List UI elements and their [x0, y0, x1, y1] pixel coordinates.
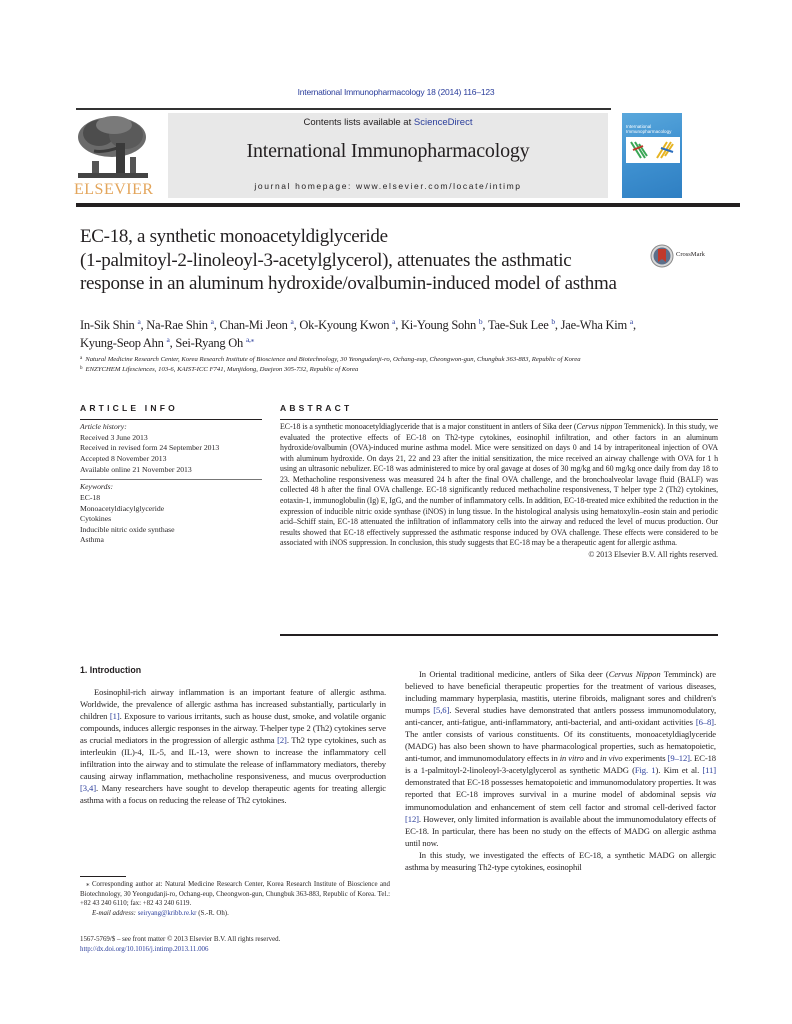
corresponding-author-footnote — [80, 880, 390, 919]
citation-link[interactable]: [11] — [702, 765, 716, 776]
header-bottom-rule — [76, 203, 740, 207]
title-line-2: (1-palmitoyl-2-linoleoyl-3-acetylglycerol), attenuates the asthmatic — [80, 249, 572, 271]
body-column-right — [405, 668, 716, 873]
author[interactable]: Ki-Young Sohn $^b$ — [401, 317, 483, 332]
keyword: Cytokines — [80, 514, 112, 524]
affiliation-b: $^b$ ENZYCHEM Lifesciences, 103-6, KAIST-ICC F741, Munjidong, Daejeon 305-732, Republic of Korea — [80, 366, 359, 373]
journal-cover-thumbnail[interactable] — [622, 113, 682, 198]
intro-paragraph-2: In Oriental traditional medicine, antlers of Sika deer (Cervus Nippon Temminck) are believed to have beneficial therapeutic properties for the treatment of various diseases, including mammary hyperplasia, mastitis, uterine fibroids, malignant sores and children's mumps [5,6]. Several studies have demonstrated that antlers possess immunomodulatory, anti-cancer, anti-fatigue, anti-inflammatory, anti-bacterial, and anti-oxidant activities [6–8]. The antler consists of various constituents. Of its constituents, monoacetyldiaglyceride (MADG) has also been shown to have pharmacological properties, such as hematopoietic, anti-tumor, and immunomodulatory effects in in vitro and in vivo experiments [9–12]. EC-18 is a 1-palmitoyl-2-linoleoyl-3-acetylglycerol as synthetic MADG (Fig. 1). Kim et al. [11] demonstrated that EC-18 possesses hematopoietic and immunomodulatory properties. It was reported that EC-18 improves survival in a murine model of abdominal sepsis via immunomodulation and enhancement of stem cell factor and stromal cell-derived factor [12]. However, only limited information is available about the immunomodulatory effects of EC-18. In particular, there has been no study on the effects of MADG on allergic asthma until now. — [405, 669, 716, 848]
issn-line: 1567-5769/$ – see front matter © 2013 Elsevier B.V. All rights reserved. — [80, 936, 281, 943]
article-title — [80, 225, 640, 296]
cover-title-line2: Immunopharmacology — [626, 129, 672, 134]
keywords-label: Keywords: — [80, 482, 114, 492]
intro-paragraph-3: In this study, we investigated the effects of EC-18, a synthetic MADG on allergic asthma by measuring Th2-type cytokines, eosinophil — [405, 849, 716, 872]
author[interactable]: Jae-Wha Kim $^a$ — [560, 317, 633, 332]
history-online: Available online 21 November 2013 — [80, 464, 192, 474]
elsevier-logo — [74, 113, 152, 199]
author[interactable]: Na-Rae Shin $^a$ — [146, 317, 214, 332]
article-history — [80, 422, 262, 475]
citation-link[interactable]: [6–8] — [695, 717, 714, 728]
title-line-1: EC-18, a synthetic monoacetyldiglyceride — [80, 226, 388, 247]
corresponding-author-text: ⁎ Corresponding author at: Natural Medicine Research Center, Korea Research Institute of Bioscience and Biotechnology, 30 Yeongudanji-ro, Ochang-eup, Cheongwon-gun, Chungbuk 363-883, Republic of Korea. Tel.: +82 43 240 6110; fax: +82 43 240 6119. — [80, 881, 390, 908]
citation-link[interactable]: [5,6] — [433, 705, 450, 716]
contents-line — [168, 117, 608, 128]
title-line-3: response in an aluminum hydroxide/ovalbumin-induced model of asthma — [80, 273, 617, 294]
footnote-rule — [80, 876, 126, 877]
article-info-panel — [80, 403, 262, 546]
abstract-copyright: © 2013 Elsevier B.V. All rights reserved. — [588, 549, 718, 559]
crossmark-label: CrossMark — [676, 251, 705, 258]
contents-prefix: Contents lists available at — [303, 117, 414, 128]
crossmark-button[interactable] — [650, 244, 705, 273]
cover-title — [626, 124, 671, 134]
journal-banner — [168, 113, 608, 198]
abstract-panel — [280, 403, 718, 560]
journal-title: International Immunopharmacology — [246, 140, 530, 162]
history-received: Received 3 June 2013 — [80, 432, 148, 442]
abstract-bottom-rule — [280, 634, 718, 636]
author-corresponding[interactable]: Sei-Ryang Oh $^{a,⁎}$ — [175, 335, 255, 350]
cover-protein-image — [626, 137, 680, 163]
header-top-rule — [76, 108, 611, 110]
abstract-text: EC-18 is a synthetic monoacetyldiaglyceride that is a major constituent in antlers of Sika deer (Cervus nippon Temmenick). In this study, we evaluated the protective effects of EC-18 on Th2-type cytokines, eosinophil infiltration, and other factors in an aluminum hydroxide/ovalbumin (OVA)-induced murine asthma model. Mice were sensitized on days 0 and 14 by intraperitoneal injection of OVA with aluminum hydroxide. On days 21, 22 and 23 after the initial sensitization, the mice received an airway challenge with OVA for 1 h using an ultrasonic nebulizer. EC-18 was administered to mice by oral gavage at doses of 30 mg/kg and 60 mg/kg once daily from day 18 to 23. Methacholine responsiveness was measured 24 h after the final OVA challenge, and the bronchoalveolar lavage fluid (BALF) was collected 48 h after the final OVA challenge. EC-18 significantly reduced methacholine responsiveness, T helper type 2 (Th2) cytokines, eotaxin-1, immunoglobulin (Ig) E, IgG, and the number of inflammatory cells. In addition, EC-18-treated mice exhibited the reduction in the expression of inducible nitric oxide synthase (iNOS) in lung tissue. In the histological analysis using hematoxylin–eosin stain and periodic acid–Schiff stain, EC-18 attenuated the infiltration of inflammatory cells into the airway and reduced the level of mucus production. Our results showed that EC-18 effectively suppressed the asthmatic response induced by OVA challenge. These effects were considered to be associated with iNOS suppression. In conclusion, this study suggests that EC-18 may be a therapeutic agent for allergic asthma. — [280, 422, 718, 548]
history-revised: Received in revised form 24 September 2013 — [80, 443, 220, 453]
section-heading-introduction: 1. Introduction — [80, 665, 142, 675]
email-link[interactable]: seiryang@kribb.re.kr — [137, 910, 197, 918]
keyword: EC-18 — [80, 492, 101, 502]
affiliation-a: $^a$ Natural Medicine Research Center, Korea Research Institute of Bioscience and Biotechnology, 30 Yeongudanji-ro, Ochang-eup, Cheongwon-gun, Chungbuk 363-883, Republic of Korea — [80, 356, 581, 363]
author[interactable]: Chan-Mi Jeon $^a$ — [219, 317, 294, 332]
tree-icon — [74, 113, 152, 181]
author[interactable]: Ok-Kyoung Kwon $^a$ — [299, 317, 396, 332]
citation-link[interactable]: [12] — [405, 813, 419, 824]
article-info-rule — [80, 419, 262, 420]
elsevier-wordmark: ELSEVIER — [74, 181, 154, 198]
figure-link[interactable]: Fig. 1 — [634, 765, 656, 776]
email-line: E-mail address: seiryang@kribb.re.kr (S.-R. Oh). — [92, 910, 229, 918]
history-label: Article history: — [80, 422, 127, 432]
author-list: In-Sik Shin $^a$, Na-Rae Shin $^a$, Chan-Mi Jeon $^a$, Ok-Kyoung Kwon $^a$, Ki-Young Sohn $^b$, Tae-Suk Lee $^b$, Jae-Wha Kim $^a$, Kyung-Seop Ahn $^a$, Sei-Ryang Oh $^{a,⁎}$ — [80, 317, 636, 350]
history-accepted: Accepted 8 November 2013 — [80, 453, 167, 463]
author[interactable]: Kyung-Seop Ahn $^a$ — [80, 335, 170, 350]
citation-link[interactable]: [9–12] — [667, 753, 690, 764]
keyword: Monoacetyldiacylglyceride — [80, 503, 165, 513]
protein-structure-icon — [627, 138, 679, 162]
citation-link[interactable]: [3,4] — [80, 783, 96, 794]
journal-reference-link[interactable]: International Immunopharmacology 18 (2014) 116–123 — [297, 87, 495, 97]
issn-doi-block — [80, 935, 390, 954]
keyword: Asthma — [80, 535, 104, 545]
article-info-heading: ARTICLE INFO — [80, 403, 178, 413]
sciencedirect-link[interactable]: ScienceDirect — [413, 117, 473, 128]
abstract-rule — [280, 419, 718, 420]
keyword: Inducible nitric oxide synthase — [80, 524, 175, 534]
abstract-heading: ABSTRACT — [280, 403, 353, 413]
citation-link[interactable]: [2] — [277, 735, 287, 746]
crossmark-icon — [650, 244, 674, 268]
cover-title-line1: International — [626, 124, 652, 129]
keywords-rule — [80, 479, 262, 480]
citation-link[interactable]: [1] — [109, 711, 120, 722]
author[interactable]: In-Sik Shin $^a$ — [80, 317, 141, 332]
journal-homepage-link[interactable]: journal homepage: www.elsevier.com/locate/intimp — [254, 181, 522, 191]
author[interactable]: Tae-Suk Lee $^b$ — [487, 317, 555, 332]
body-column-left — [80, 686, 386, 806]
keywords — [80, 482, 262, 546]
doi-link[interactable]: http://dx.doi.org/10.1016/j.intimp.2013.11.006 — [80, 945, 209, 953]
intro-paragraph-1: Eosinophil-rich airway inflammation is an important feature of allergic asthma. Worldwide, the prevalence of allergic asthma has increased substantially, particularly in children [1]. Exposure to various irritants, such as house dust, smoke, and volatile organic compounds, induces allergic responses in the airway. T-helper type 2 (Th2) cytokines serve as crucial mediators in the progression of allergic asthma [2]. Th2 type cytokines, such as interleukin (IL)-4, IL-5, and IL-13, were shown to increase the inflammatory cell infiltration into the airway and to stimulate the release of inflammatory mediators, thereby causing airway inflammation, methacholine responsiveness, and mucus overproduction [3,4]. Many researchers have sought to develop therapeutic agents for treating allergic asthma with a focus on reducing the release of Th2 cytokines. — [80, 687, 386, 806]
